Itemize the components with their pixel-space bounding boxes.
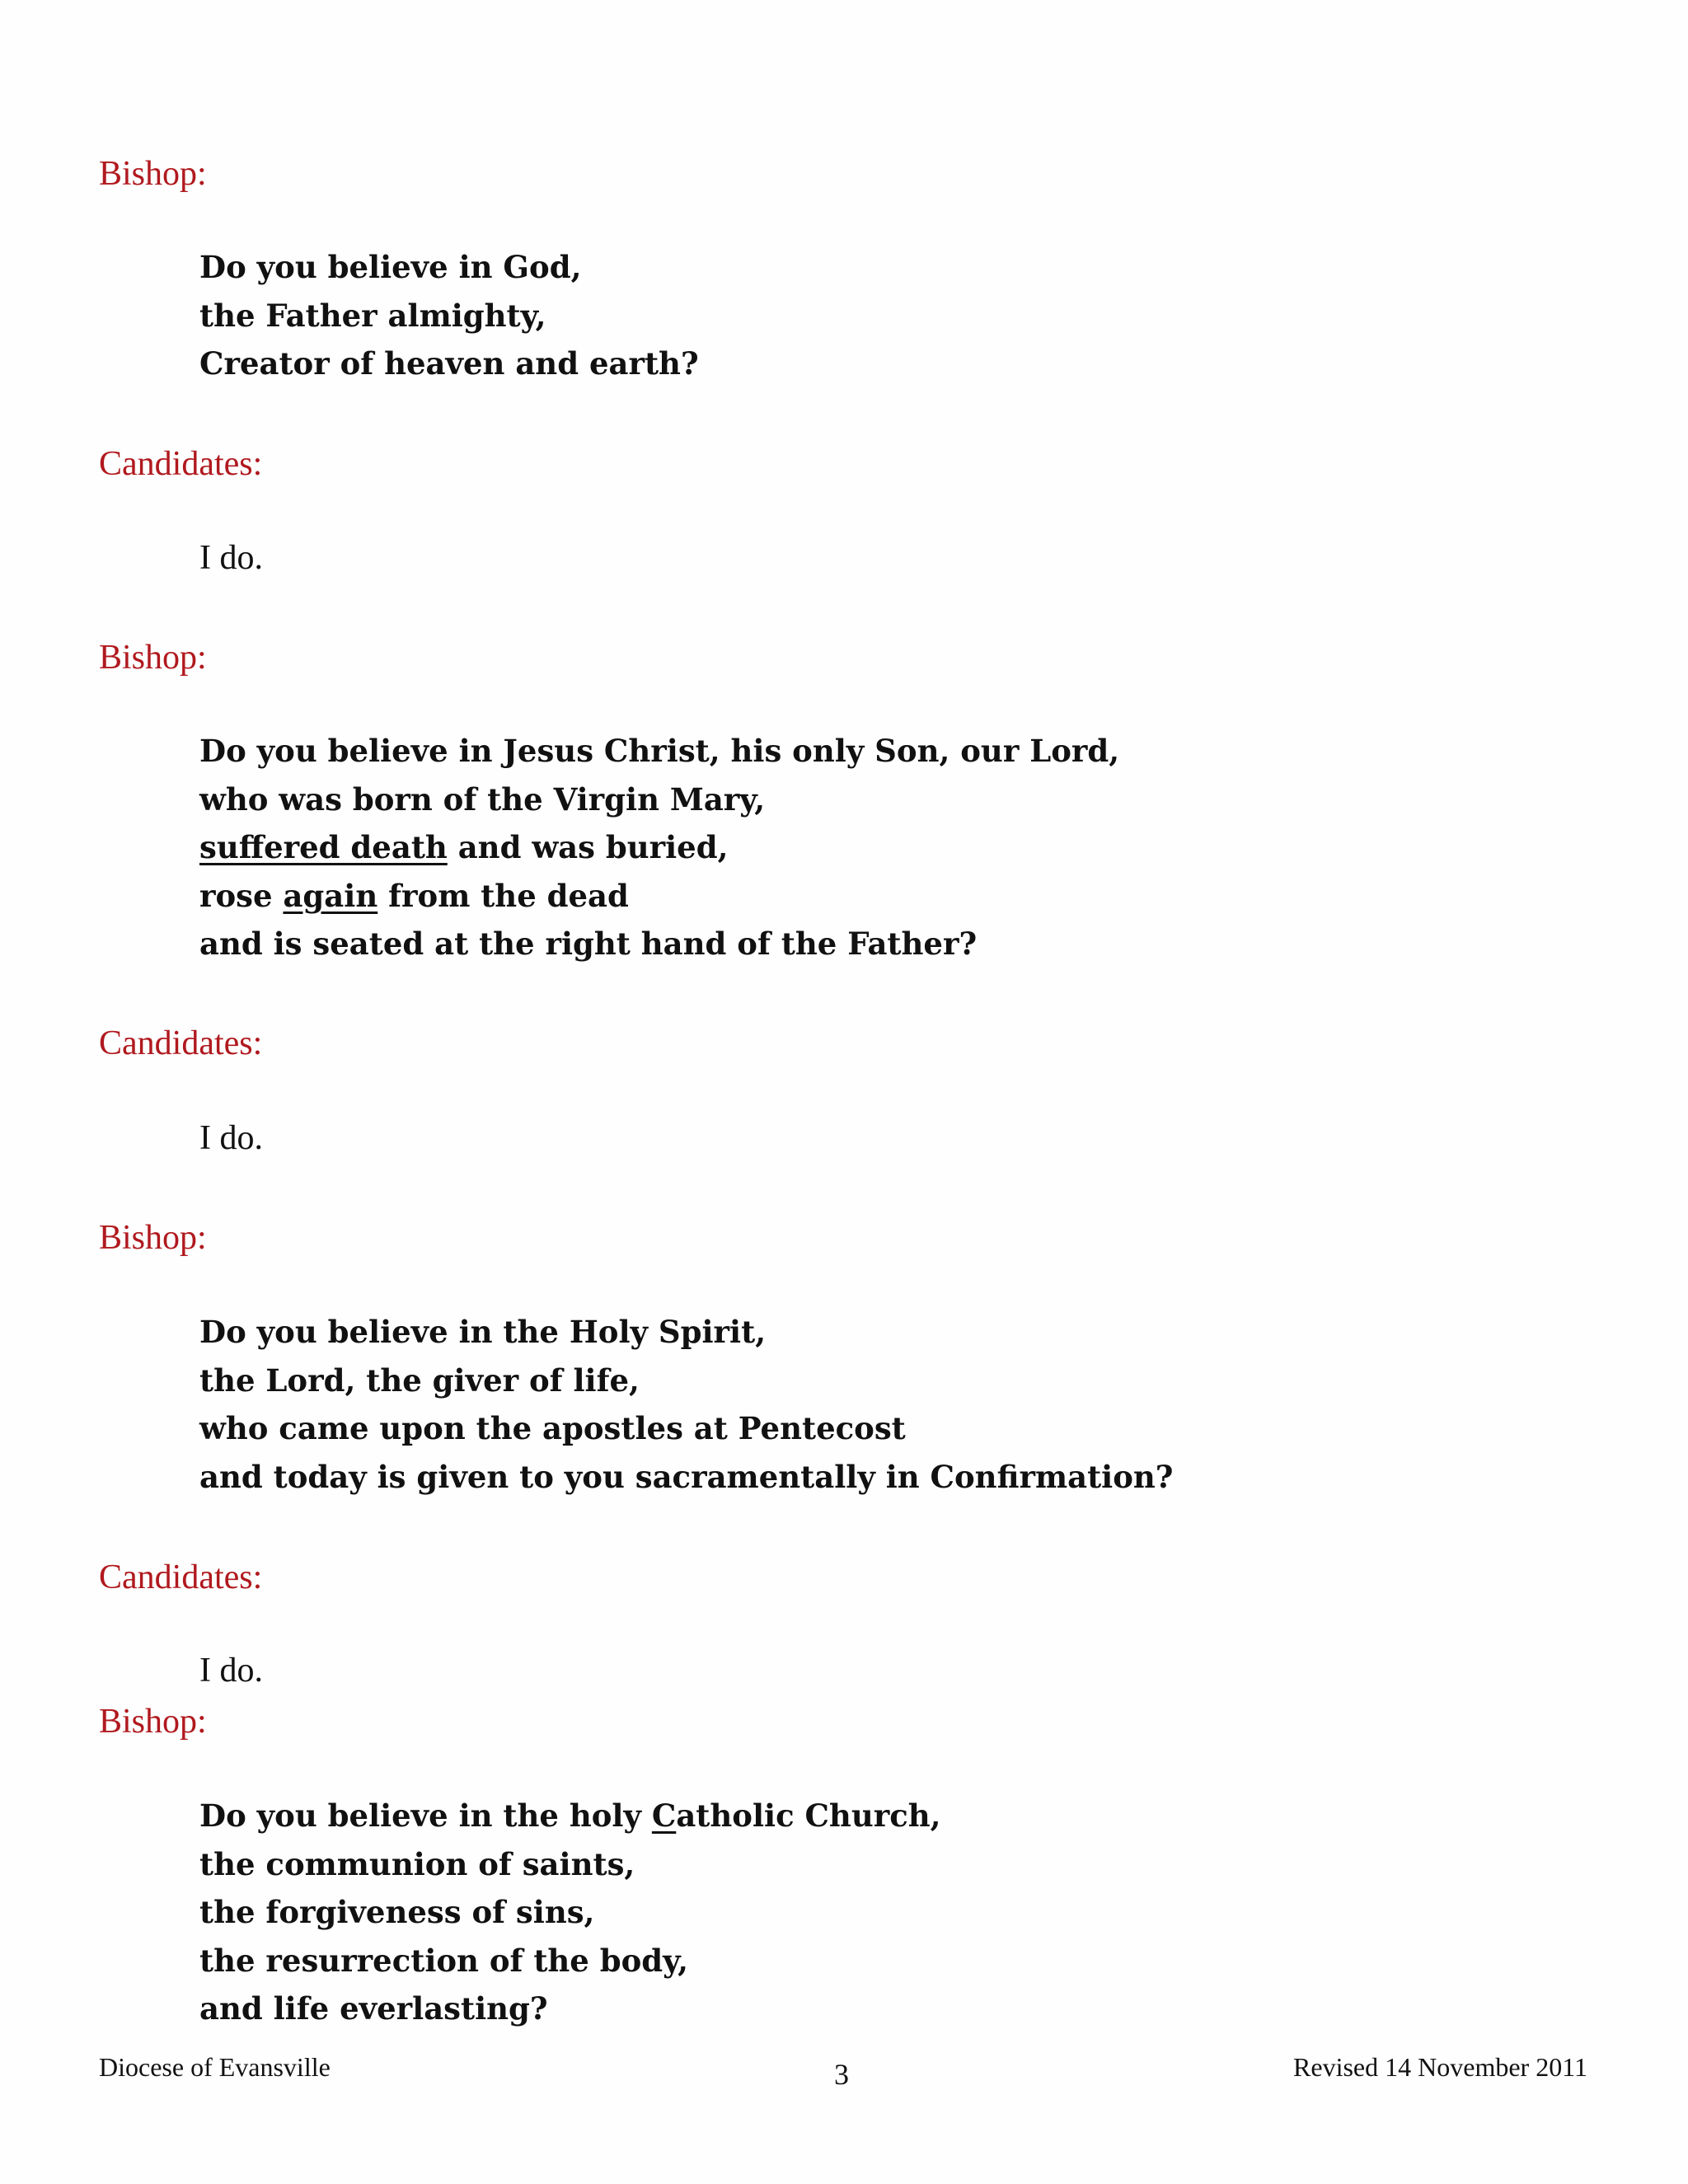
- text-line: suffered death and was buried,: [199, 829, 729, 866]
- bishop-question-holy-spirit: [199, 1308, 1174, 1501]
- text-line: I do.: [199, 1652, 263, 1690]
- text-line: I do.: [199, 539, 263, 577]
- speaker-label-bishop: Bishop:: [99, 1219, 207, 1257]
- text-line: Do you believe in God,: [199, 249, 582, 285]
- text-line: Do you believe in the holy Catholic Church,: [199, 1797, 941, 1834]
- speaker-label-candidates: Candidates:: [99, 1024, 263, 1062]
- text-line: the communion of saints,: [199, 1845, 635, 1882]
- underlined-text: C: [651, 1797, 677, 1834]
- speaker-label-bishop: Bishop:: [99, 155, 207, 193]
- bishop-question-jesus-christ: [199, 727, 1119, 968]
- bishop-question-church: [199, 1792, 941, 2033]
- text-line: the resurrection of the body,: [199, 1942, 688, 1979]
- speaker-label-bishop: Bishop:: [99, 639, 207, 677]
- speaker-label-candidates: Candidates:: [99, 1558, 263, 1596]
- text-line: and today is given to you sacramentally in Confirmation?: [199, 1458, 1174, 1495]
- footer-diocese: Diocese of Evansville: [99, 2052, 331, 2082]
- candidates-response: [199, 534, 263, 583]
- speaker-label-candidates: Candidates:: [99, 445, 263, 483]
- text-line: Do you believe in Jesus Christ, his only Son, our Lord,: [199, 733, 1120, 769]
- text-line: and life everlasting?: [199, 1990, 548, 2027]
- text-line: Creator of heaven and earth?: [199, 345, 699, 382]
- text-line: the Lord, the giver of life,: [199, 1361, 640, 1399]
- footer-revision-date: Revised 14 November 2011: [1293, 2052, 1587, 2082]
- text-line: who was born of the Virgin Mary,: [199, 780, 766, 818]
- text-line: I do.: [199, 1119, 263, 1157]
- page-number: 3: [834, 2058, 849, 2091]
- underlined-text: again: [283, 877, 378, 914]
- text-line: the Father almighty,: [199, 297, 546, 334]
- text-line: who came upon the apostles at Pentecost: [199, 1410, 906, 1447]
- candidates-response: [199, 1114, 263, 1163]
- text-line: rose again from the dead: [199, 877, 629, 914]
- text-line: the forgiveness of sins,: [199, 1894, 595, 1931]
- speaker-label-bishop: Bishop:: [99, 1703, 207, 1741]
- text-line: Do you believe in the Holy Spirit,: [199, 1314, 767, 1350]
- candidates-response: [199, 1647, 263, 1695]
- text-line: and is seated at the right hand of the Father?: [199, 926, 978, 963]
- underlined-text: suffered death: [199, 829, 448, 866]
- bishop-question-creator: [199, 243, 699, 388]
